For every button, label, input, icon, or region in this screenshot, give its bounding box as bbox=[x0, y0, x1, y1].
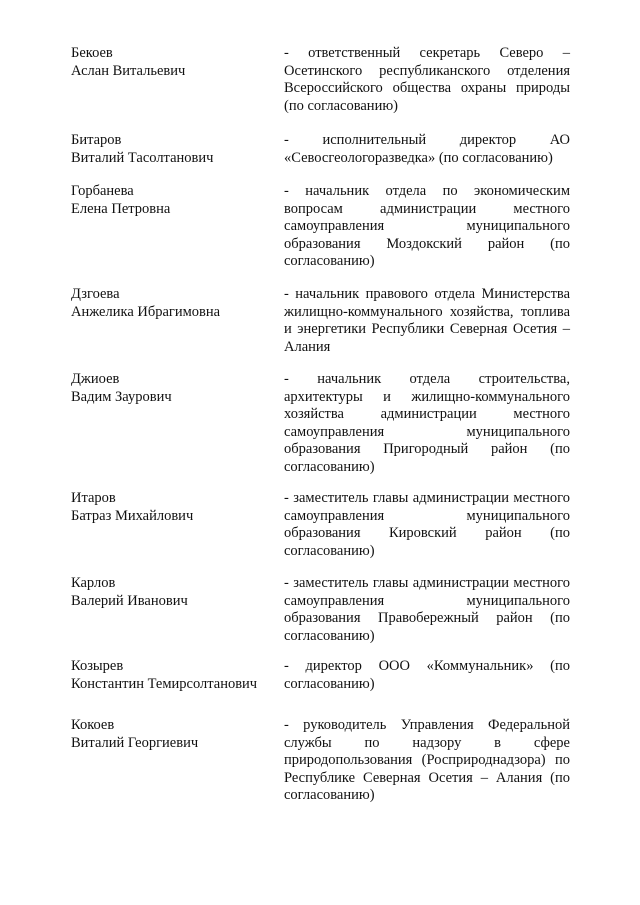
member-surname: Козырев bbox=[71, 658, 124, 674]
member-name bbox=[71, 717, 276, 752]
member-surname: Карлов bbox=[71, 575, 116, 591]
member-position: - заместитель главы администрации местного самоуправления муниципального образования Кировский район (по согласованию) bbox=[284, 490, 570, 559]
member-position: - ответственный секретарь Северо – Осетинского республиканского отделения Всероссийского общества охраны природы (по согласованию) bbox=[284, 45, 570, 114]
member-given-names: Валерий Иванович bbox=[71, 592, 188, 609]
member-position: - начальник правового отдела Министерства жилищно-коммунального хозяйства, топлива и энергетики Республики Северная Осетия – Алания bbox=[284, 286, 570, 355]
member-given-names: Елена Петровна bbox=[71, 200, 171, 217]
member-name bbox=[71, 371, 276, 406]
member-position: - заместитель главы администрации местного самоуправления муниципального образования Правобережный район (по согласованию) bbox=[284, 575, 570, 644]
member-surname: Горбанева bbox=[71, 183, 134, 199]
member-given-names: Виталий Георгиевич bbox=[71, 734, 199, 751]
member-name bbox=[71, 45, 276, 80]
member-given-names: Вадим Заурович bbox=[71, 388, 172, 405]
member-given-names: Константин Темирсолтанович bbox=[71, 675, 258, 692]
member-position: - начальник отдела строительства, архитектуры и жилищно-коммунального хозяйства администрации местного самоуправления муниципального образования Пригородный район (по согласованию) bbox=[284, 371, 570, 475]
member-position: - начальник отдела по экономическим вопросам администрации местного самоуправления муниципального образования Моздокский район (по согласованию) bbox=[284, 183, 570, 269]
member-name bbox=[71, 575, 276, 610]
member-given-names: Батраз Михайлович bbox=[71, 507, 194, 524]
member-surname: Итаров bbox=[71, 490, 116, 506]
member-surname: Бекоев bbox=[71, 45, 113, 61]
member-position: - исполнительный директор АО «Севосгеологоразведка» (по согласованию) bbox=[284, 132, 570, 166]
member-given-names: Анжелика Ибрагимовна bbox=[71, 303, 221, 320]
member-position: - руководитель Управления Федеральной службы по надзору в сфере природопользования (Росприроднадзора) по Республике Северная Осетия – Алания (по согласованию) bbox=[284, 717, 570, 803]
member-name bbox=[71, 132, 276, 167]
member-position: - директор ООО «Коммунальник» (по согласованию) bbox=[284, 658, 570, 692]
member-name bbox=[71, 183, 276, 218]
member-name bbox=[71, 658, 276, 693]
member-surname: Кокоев bbox=[71, 717, 115, 733]
member-given-names: Аслан Витальевич bbox=[71, 62, 186, 79]
member-surname: Битаров bbox=[71, 132, 122, 148]
member-name bbox=[71, 286, 276, 321]
member-name bbox=[71, 490, 276, 525]
member-surname: Джиоев bbox=[71, 371, 120, 387]
member-given-names: Виталий Тасолтанович bbox=[71, 149, 214, 166]
member-surname: Дзгоева bbox=[71, 286, 120, 302]
